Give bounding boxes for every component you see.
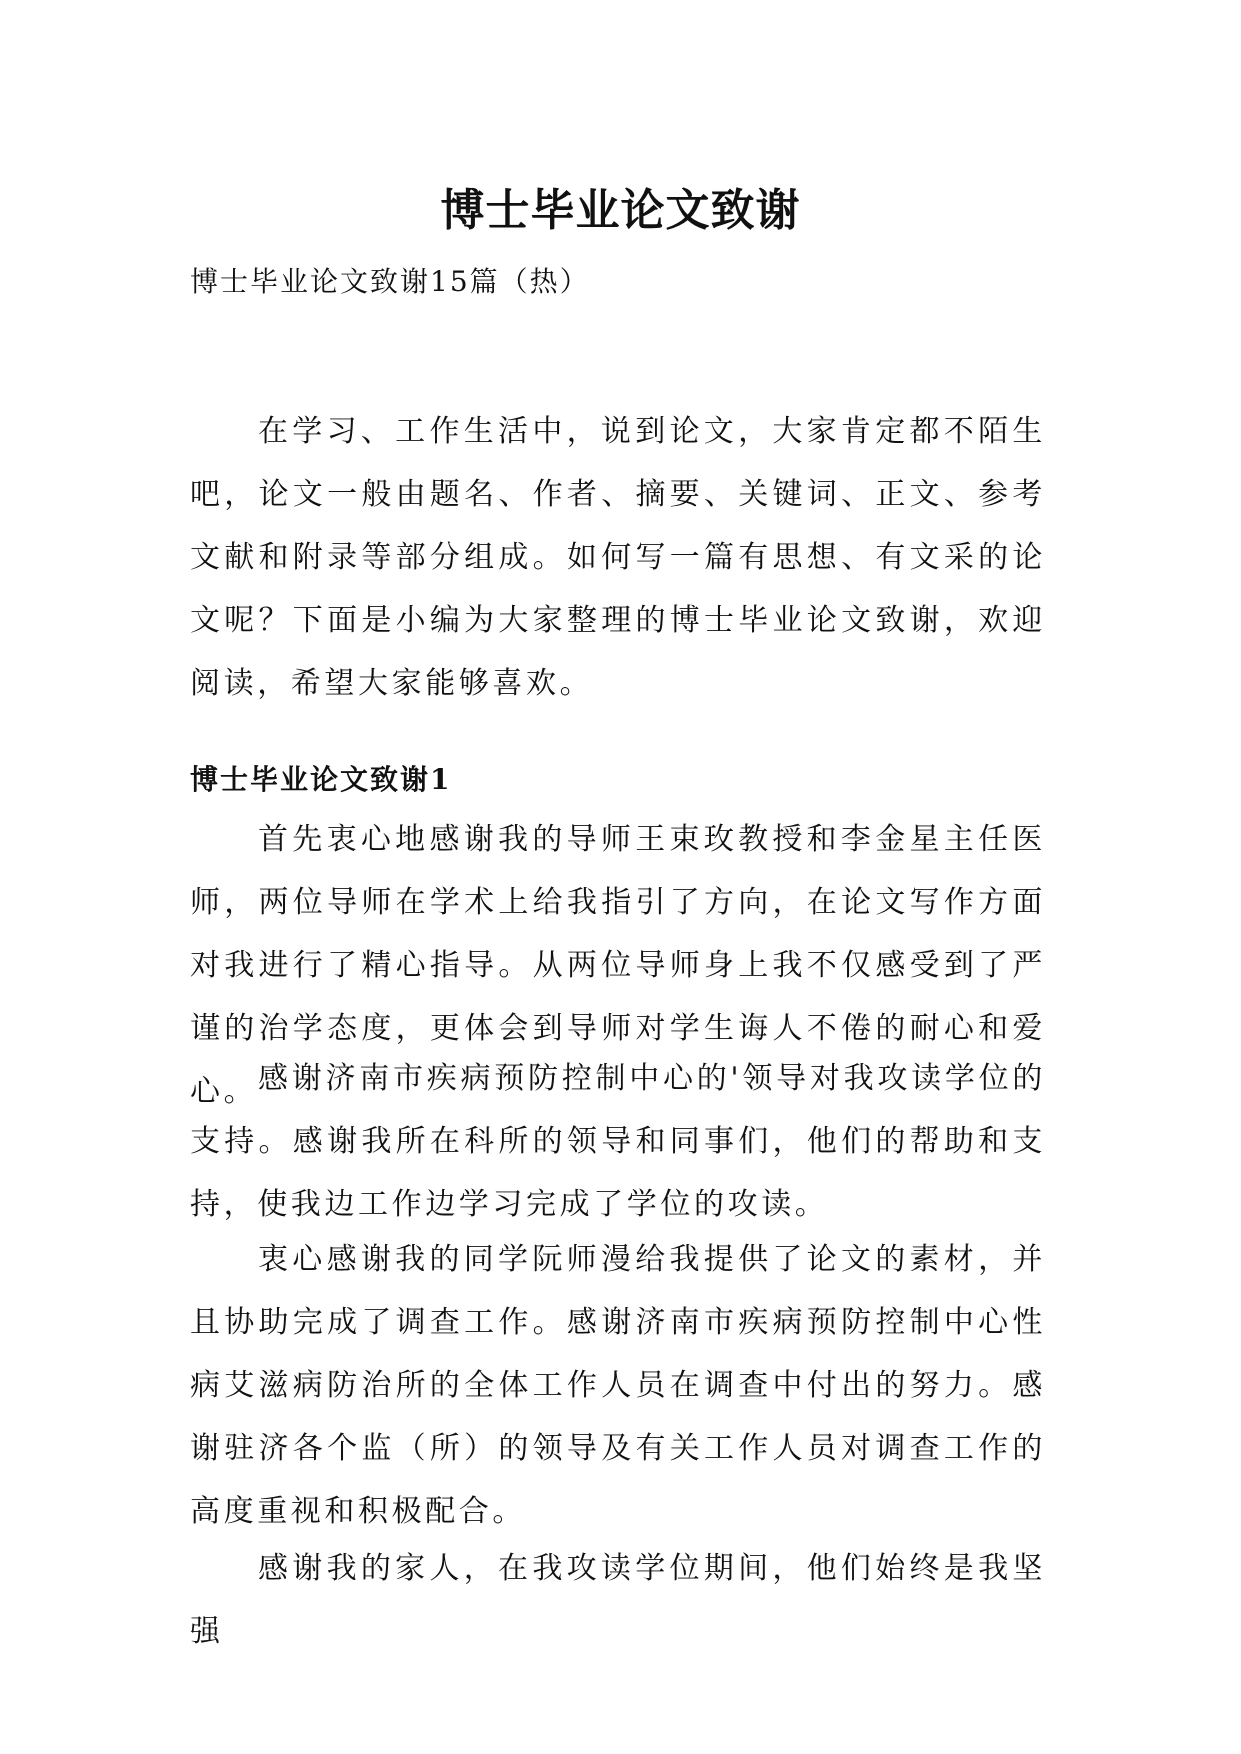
body-paragraph: 衷心感谢我的同学阮师漫给我提供了论文的素材，并且协助完成了调查工作。感谢济南市疾病预防控制中心性病艾滋病防治所的全体工作人员在调查中付出的努力。感谢驻济各个监（所）的领导及有关工作人员对调查工作的高度重视和积极配合。 xyxy=(190,1242,1046,1529)
body-paragraph: 首先衷心地感谢我的导师王束玫教授和李金星主任医师，两位导师在学术上给我指引了方向，在论文写作方面对我进行了精心指导。从两位导师身上我不仅感受到了严谨的治学态度，更体会到导师对学生诲人不倦的耐心和爱心。 xyxy=(190,822,1046,1109)
page-title: 博士毕业论文致谢 xyxy=(440,185,801,237)
document-subtitle: 博士毕业论文致谢15篇（热） xyxy=(190,265,590,298)
section-title: 博士毕业论文致谢1 xyxy=(190,763,452,796)
intro-paragraph: 在学习、工作生活中，说到论文，大家肯定都不陌生吧，论文一般由题名、作者、摘要、关键词、正文、参考文献和附录等部分组成。如何写一篇有思想、有文采的论文呢？下面是小编为大家整理的博士毕业论文致谢，欢迎阅读，希望大家能够喜欢。 xyxy=(190,414,1046,701)
body-paragraph: 感谢济南市疾病预防控制中心的'领导对我攻读学位的支持。感谢我所在科所的领导和同事们，他们的帮助和支持，使我边工作边学习完成了学位的攻读。 xyxy=(190,1061,1046,1222)
body-paragraph: 感谢我的家人，在我攻读学位期间，他们始终是我坚强 xyxy=(190,1551,1046,1649)
